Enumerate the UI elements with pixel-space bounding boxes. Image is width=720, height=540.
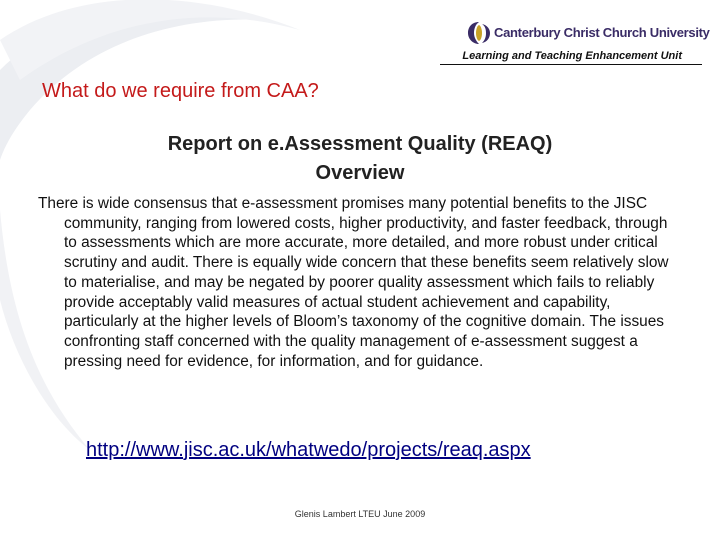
institution-name: Canterbury Christ Church University [494,25,710,40]
university-logo [466,18,710,48]
unit-name: Learning and Teaching Enhancement Unit [462,50,682,62]
report-title-line2: Overview [315,162,405,184]
header-divider [440,64,702,65]
university-crest-icon [466,20,492,46]
footer-credit: Glenis Lambert LTEU June 2009 [294,509,426,519]
report-title-line1: Report on e.Assessment Quality (REAQ) [167,133,553,155]
report-title [40,130,680,188]
reaq-project-link[interactable]: http://www.jisc.ac.uk/whatwedo/projects/reaq.aspx [86,439,531,461]
slide-title: What do we require from CAA? [42,80,319,102]
body-paragraph: There is wide consensus that e-assessment promises many potential benefits to the JISC community, ranging from lowered costs, higher productivity, and faster feedback, through to assessments which are more accurate, more detailed, and more robust under critical scrutiny and audit. There is equally wide concern that these benefits seem relatively slow to materialise, and may be negated by poorer quality assessment which fails to reliably provide acceptably valid measures of actual student achievement and capability, particularly at the higher levels of Bloom’s taxonomy of the cognitive domain. The issues confronting staff concerned with the quality management of e-assessment suggest a pressing need for evidence, for information, and for guidance. [38,195,669,370]
